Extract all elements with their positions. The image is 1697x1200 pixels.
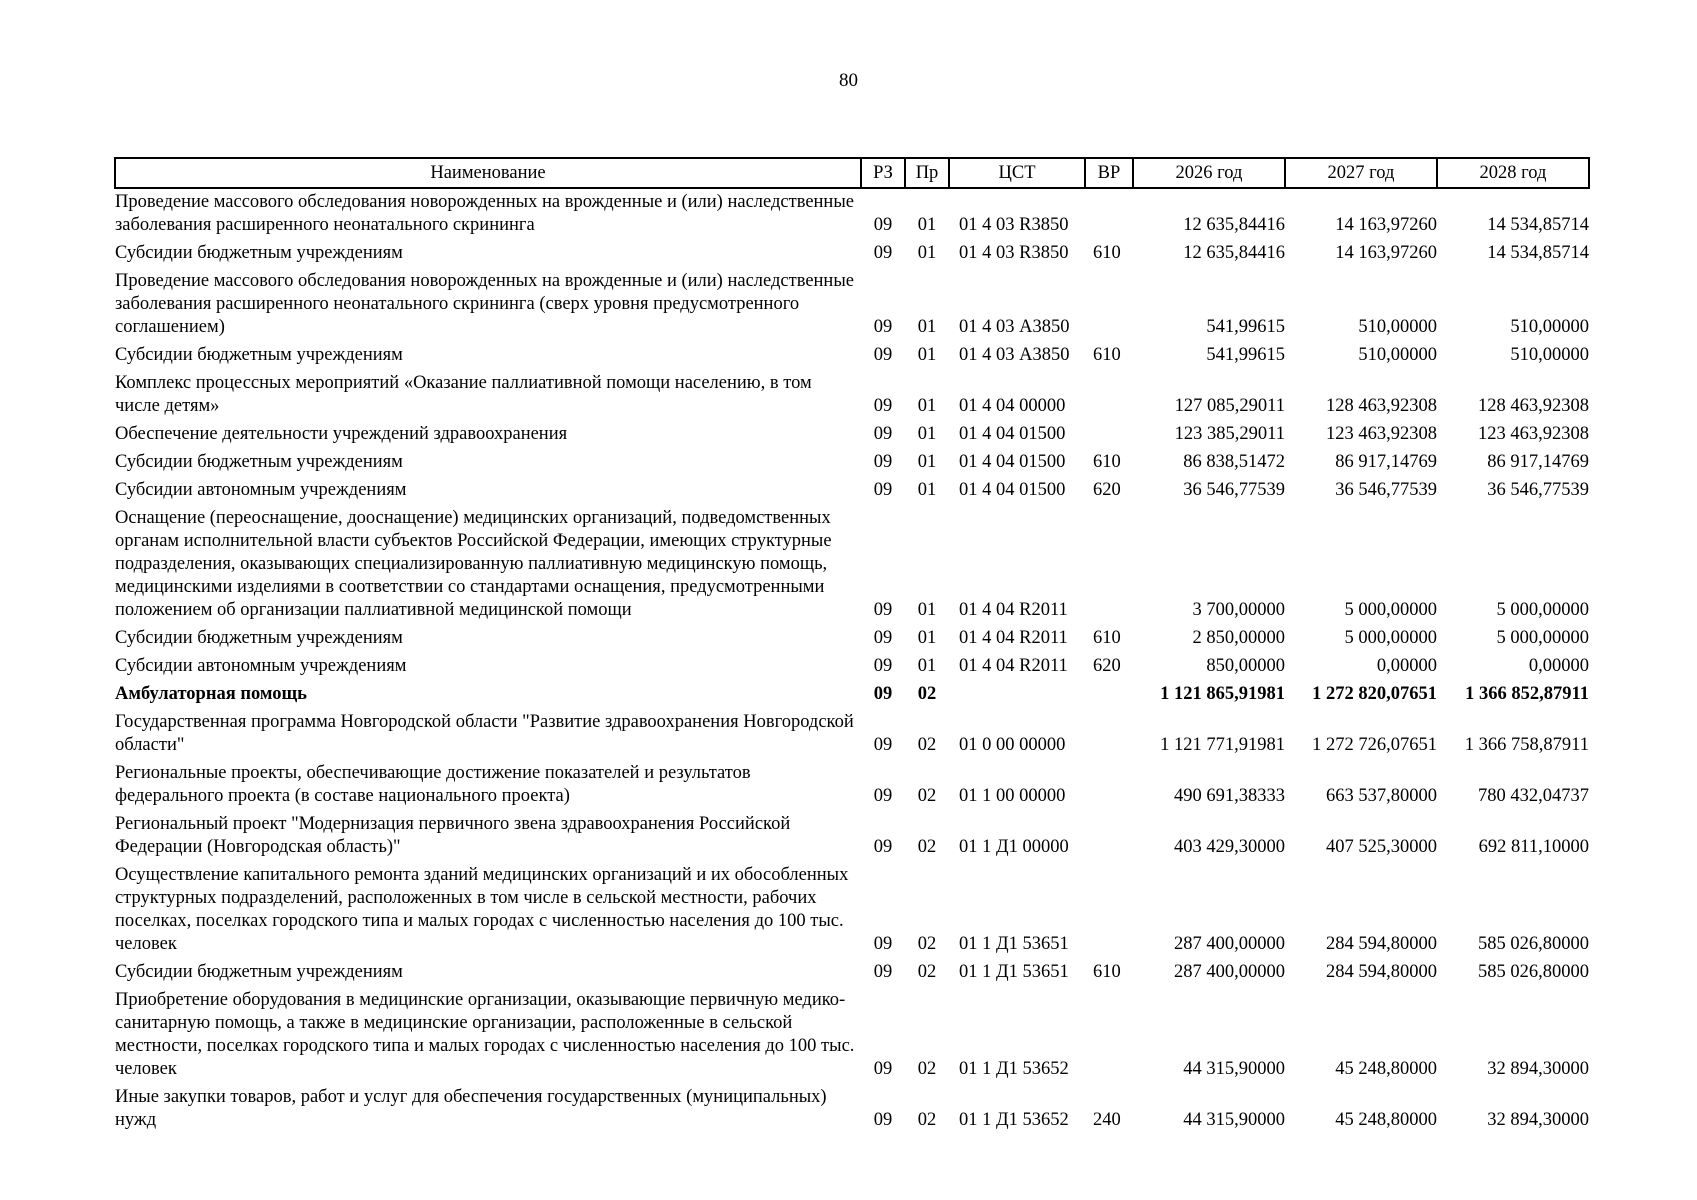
row-name: Субсидии бюджетным учреждениям bbox=[115, 962, 403, 982]
header-cst: ЦСТ bbox=[949, 158, 1085, 188]
row-name: Региональные проекты, обеспечивающие достижение показателей и результатов федерального проекта (в составе национального проекта) bbox=[115, 763, 751, 806]
row-2026: 850,00000 bbox=[1206, 656, 1285, 676]
row-rz: 09 bbox=[873, 684, 893, 704]
row-vr: 240 bbox=[1093, 1110, 1121, 1130]
table-row bbox=[115, 862, 1589, 959]
row-rz: 09 bbox=[873, 215, 893, 235]
row-2028: 86 917,14769 bbox=[1487, 452, 1589, 472]
row-name: Амбулаторная помощь bbox=[115, 684, 307, 704]
row-rz: 09 bbox=[873, 628, 893, 648]
row-2027: 510,00000 bbox=[1358, 317, 1437, 337]
row-2026: 123 385,29011 bbox=[1174, 424, 1285, 444]
row-cst: 01 4 04 01500 bbox=[959, 452, 1066, 472]
row-name: Региональный проект "Модернизация первичного звена здравоохранения Российской Федерации (Новгородская область)" bbox=[115, 814, 791, 857]
row-2027: 510,00000 bbox=[1358, 345, 1437, 365]
row-cst: 01 1 Д1 53652 bbox=[959, 1059, 1069, 1079]
row-pr: 01 bbox=[917, 243, 937, 263]
table-body bbox=[115, 188, 1589, 1135]
budget-table bbox=[114, 157, 1590, 1135]
row-2026: 127 085,29011 bbox=[1174, 396, 1285, 416]
row-2028: 1 366 758,87911 bbox=[1464, 735, 1589, 755]
row-vr: 610 bbox=[1093, 345, 1121, 365]
header-name: Наименование bbox=[115, 158, 861, 188]
row-cst: 01 1 Д1 00000 bbox=[959, 837, 1069, 857]
table-header bbox=[115, 158, 1589, 188]
row-cst: 01 4 03 R3850 bbox=[959, 215, 1069, 235]
row-rz: 09 bbox=[873, 786, 893, 806]
row-2026: 44 315,90000 bbox=[1183, 1059, 1285, 1079]
row-pr: 02 bbox=[917, 735, 937, 755]
row-name: Субсидии бюджетным учреждениям bbox=[115, 452, 403, 472]
table-row bbox=[115, 811, 1589, 862]
row-2027: 284 594,80000 bbox=[1326, 962, 1437, 982]
row-vr bbox=[1085, 505, 1133, 625]
row-2028: 1 366 852,87911 bbox=[1465, 684, 1589, 704]
row-cst: 01 1 00 00000 bbox=[959, 786, 1066, 806]
row-pr: 02 bbox=[917, 1110, 937, 1130]
row-2026: 541,99615 bbox=[1206, 317, 1285, 337]
row-2028: 14 534,85714 bbox=[1487, 215, 1589, 235]
row-2027: 284 594,80000 bbox=[1326, 934, 1437, 954]
row-2028: 5 000,00000 bbox=[1496, 600, 1589, 620]
row-vr bbox=[1085, 811, 1133, 862]
row-2027: 14 163,97260 bbox=[1335, 243, 1437, 263]
row-2026: 490 691,38333 bbox=[1174, 786, 1285, 806]
row-cst: 01 4 03 А3850 bbox=[959, 317, 1070, 337]
row-name: Субсидии бюджетным учреждениям bbox=[115, 345, 403, 365]
row-cst: 01 4 04 R2011 bbox=[959, 600, 1068, 620]
row-pr: 01 bbox=[917, 480, 937, 500]
row-2027: 45 248,80000 bbox=[1335, 1059, 1437, 1079]
table-row bbox=[115, 342, 1589, 370]
row-cst: 01 4 03 А3850 bbox=[959, 345, 1070, 365]
row-vr: 610 bbox=[1093, 243, 1121, 263]
row-rz: 09 bbox=[873, 480, 893, 500]
row-rz: 09 bbox=[873, 317, 893, 337]
row-pr: 02 bbox=[917, 962, 937, 982]
row-cst: 01 0 00 00000 bbox=[959, 735, 1066, 755]
row-2028: 692 811,10000 bbox=[1478, 837, 1589, 857]
row-pr: 01 bbox=[917, 656, 937, 676]
row-2026: 1 121 865,91981 bbox=[1160, 684, 1285, 704]
row-2027: 5 000,00000 bbox=[1344, 628, 1437, 648]
row-vr bbox=[1085, 370, 1133, 421]
row-name: Государственная программа Новгородской области "Развитие здравоохранения Новгородской области" bbox=[115, 712, 854, 755]
row-name: Проведение массового обследования новорожденных на врожденные и (или) наследственные заболевания расширенного неонатального скрининга (сверх уровня предусмотренного соглашением) bbox=[115, 271, 854, 337]
header-2027: 2027 год bbox=[1285, 158, 1437, 188]
row-2027: 14 163,97260 bbox=[1335, 215, 1437, 235]
row-vr: 610 bbox=[1093, 452, 1121, 472]
row-2027: 1 272 820,07651 bbox=[1312, 684, 1437, 704]
table-row bbox=[115, 449, 1589, 477]
row-rz: 09 bbox=[873, 735, 893, 755]
row-pr: 01 bbox=[917, 317, 937, 337]
row-cst: 01 4 04 R2011 bbox=[959, 628, 1068, 648]
row-rz: 09 bbox=[873, 243, 893, 263]
row-2026: 541,99615 bbox=[1206, 345, 1285, 365]
table-row bbox=[115, 709, 1589, 760]
table-row bbox=[115, 987, 1589, 1084]
row-name: Обеспечение деятельности учреждений здравоохранения bbox=[115, 424, 568, 444]
table-row bbox=[115, 268, 1589, 342]
row-pr: 02 bbox=[917, 1059, 937, 1079]
row-2026: 403 429,30000 bbox=[1174, 837, 1285, 857]
row-name: Субсидии автономным учреждениям bbox=[115, 480, 407, 500]
row-rz: 09 bbox=[873, 962, 893, 982]
row-rz: 09 bbox=[873, 934, 893, 954]
row-cst: 01 4 04 01500 bbox=[959, 480, 1066, 500]
row-2028: 585 026,80000 bbox=[1478, 934, 1589, 954]
row-rz: 09 bbox=[873, 837, 893, 857]
row-vr bbox=[1085, 421, 1133, 449]
row-rz: 09 bbox=[873, 600, 893, 620]
row-2027: 123 463,92308 bbox=[1326, 424, 1437, 444]
row-2027: 0,00000 bbox=[1376, 656, 1437, 676]
row-2028: 0,00000 bbox=[1528, 656, 1589, 676]
row-vr bbox=[1085, 681, 1133, 709]
row-2028: 128 463,92308 bbox=[1478, 396, 1589, 416]
row-cst: 01 1 Д1 53651 bbox=[959, 934, 1069, 954]
row-2028: 780 432,04737 bbox=[1478, 786, 1589, 806]
row-name: Субсидии бюджетным учреждениям bbox=[115, 243, 403, 263]
row-2027: 5 000,00000 bbox=[1344, 600, 1437, 620]
table-row bbox=[115, 959, 1589, 987]
row-rz: 09 bbox=[873, 452, 893, 472]
row-2026: 86 838,51472 bbox=[1183, 452, 1285, 472]
row-cst: 01 4 04 R2011 bbox=[959, 656, 1068, 676]
row-vr bbox=[1085, 709, 1133, 760]
row-2027: 86 917,14769 bbox=[1335, 452, 1437, 472]
row-name: Иные закупки товаров, работ и услуг для обеспечения государственных (муниципальных) нужд bbox=[115, 1087, 827, 1130]
row-name: Проведение массового обследования новорожденных на врожденные и (или) наследственные заболевания расширенного неонатального скрининга bbox=[115, 192, 854, 235]
row-2027: 1 272 726,07651 bbox=[1312, 735, 1437, 755]
header-pr: Пр bbox=[905, 158, 949, 188]
table-row bbox=[115, 370, 1589, 421]
header-2026: 2026 год bbox=[1133, 158, 1285, 188]
row-pr: 02 bbox=[917, 786, 937, 806]
row-vr bbox=[1085, 760, 1133, 811]
row-2028: 585 026,80000 bbox=[1478, 962, 1589, 982]
row-vr: 620 bbox=[1093, 480, 1121, 500]
row-rz: 09 bbox=[873, 345, 893, 365]
row-2027: 663 537,80000 bbox=[1326, 786, 1437, 806]
row-rz: 09 bbox=[873, 424, 893, 444]
row-2028: 5 000,00000 bbox=[1496, 628, 1589, 648]
row-vr bbox=[1085, 188, 1133, 240]
row-2028: 123 463,92308 bbox=[1478, 424, 1589, 444]
row-name: Субсидии бюджетным учреждениям bbox=[115, 628, 403, 648]
table-row bbox=[115, 421, 1589, 449]
header-row bbox=[115, 158, 1589, 188]
row-name: Осуществление капитального ремонта зданий медицинских организаций и их обособленных структурных подразделений, расположенных в том числе в сельской местности, рабочих поселках, поселках городского типа и малых городах с численностью населения до 100 тыс. человек bbox=[115, 865, 849, 954]
row-2026: 2 850,00000 bbox=[1192, 628, 1285, 648]
row-rz: 09 bbox=[873, 1110, 893, 1130]
table-row bbox=[115, 477, 1589, 505]
row-vr bbox=[1085, 987, 1133, 1084]
row-2028: 510,00000 bbox=[1510, 345, 1589, 365]
row-rz: 09 bbox=[873, 1059, 893, 1079]
row-name: Приобретение оборудования в медицинские организации, оказывающие первичную медико-санитарную помощь, а также в медицинские организации, расположенные в сельской местности, поселках городского типа и малых городах с численностью населения до 100 тыс. человек bbox=[115, 990, 855, 1079]
row-2026: 44 315,90000 bbox=[1183, 1110, 1285, 1130]
row-2026: 287 400,00000 bbox=[1174, 934, 1285, 954]
row-vr: 620 bbox=[1093, 656, 1121, 676]
row-2027: 128 463,92308 bbox=[1326, 396, 1437, 416]
table-row bbox=[115, 240, 1589, 268]
row-vr bbox=[1085, 862, 1133, 959]
row-pr: 01 bbox=[917, 396, 937, 416]
row-cst: 01 1 Д1 53652 bbox=[959, 1110, 1069, 1130]
row-cst: 01 4 03 R3850 bbox=[959, 243, 1069, 263]
header-rz: РЗ bbox=[861, 158, 905, 188]
row-2026: 12 635,84416 bbox=[1183, 215, 1285, 235]
table-row bbox=[115, 760, 1589, 811]
row-2026: 1 121 771,91981 bbox=[1160, 735, 1285, 755]
row-pr: 01 bbox=[917, 424, 937, 444]
row-2028: 32 894,30000 bbox=[1487, 1059, 1589, 1079]
row-cst: 01 4 04 01500 bbox=[959, 424, 1066, 444]
row-pr: 02 bbox=[917, 684, 937, 704]
row-2026: 36 546,77539 bbox=[1183, 480, 1285, 500]
row-pr: 01 bbox=[917, 628, 937, 648]
row-pr: 01 bbox=[917, 215, 937, 235]
row-rz: 09 bbox=[873, 656, 893, 676]
header-2028: 2028 год bbox=[1437, 158, 1589, 188]
row-2027: 407 525,30000 bbox=[1326, 837, 1437, 857]
row-name: Субсидии автономным учреждениям bbox=[115, 656, 407, 676]
table-row bbox=[115, 681, 1589, 709]
row-2028: 36 546,77539 bbox=[1487, 480, 1589, 500]
row-2027: 36 546,77539 bbox=[1335, 480, 1437, 500]
row-2026: 12 635,84416 bbox=[1183, 243, 1285, 263]
row-pr: 01 bbox=[917, 345, 937, 365]
row-cst: 01 1 Д1 53651 bbox=[959, 962, 1069, 982]
page-number: 80 bbox=[839, 70, 858, 91]
table-row bbox=[115, 653, 1589, 681]
row-2028: 32 894,30000 bbox=[1487, 1110, 1589, 1130]
table-row bbox=[115, 188, 1589, 240]
row-pr: 01 bbox=[917, 600, 937, 620]
table-row bbox=[115, 1084, 1589, 1135]
row-2026: 287 400,00000 bbox=[1174, 962, 1285, 982]
row-2026: 3 700,00000 bbox=[1192, 600, 1285, 620]
header-vr: ВР bbox=[1085, 158, 1133, 188]
table-row bbox=[115, 505, 1589, 625]
row-2027: 45 248,80000 bbox=[1335, 1110, 1437, 1130]
row-rz: 09 bbox=[873, 396, 893, 416]
row-pr: 02 bbox=[917, 837, 937, 857]
row-pr: 01 bbox=[917, 452, 937, 472]
row-name: Оснащение (переоснащение, дооснащение) медицинских организаций, подведомственных органам исполнительной власти субъектов Российской Федерации, имеющих структурные подразделения, оказывающих специализированную паллиативную медицинскую помощь, медицинскими изделиями в соответствии со стандартами оснащения, предусмотренными положением об организации паллиативной медицинской помощи bbox=[115, 508, 832, 620]
row-2028: 510,00000 bbox=[1510, 317, 1589, 337]
row-vr bbox=[1085, 268, 1133, 342]
table-row bbox=[115, 625, 1589, 653]
row-cst: 01 4 04 00000 bbox=[959, 396, 1066, 416]
row-name: Комплекс процессных мероприятий «Оказание паллиативной помощи населению, в том числе детям» bbox=[115, 373, 812, 416]
row-2028: 14 534,85714 bbox=[1487, 243, 1589, 263]
row-vr: 610 bbox=[1093, 962, 1121, 982]
row-cst bbox=[949, 681, 1085, 709]
row-pr: 02 bbox=[917, 934, 937, 954]
row-vr: 610 bbox=[1093, 628, 1121, 648]
